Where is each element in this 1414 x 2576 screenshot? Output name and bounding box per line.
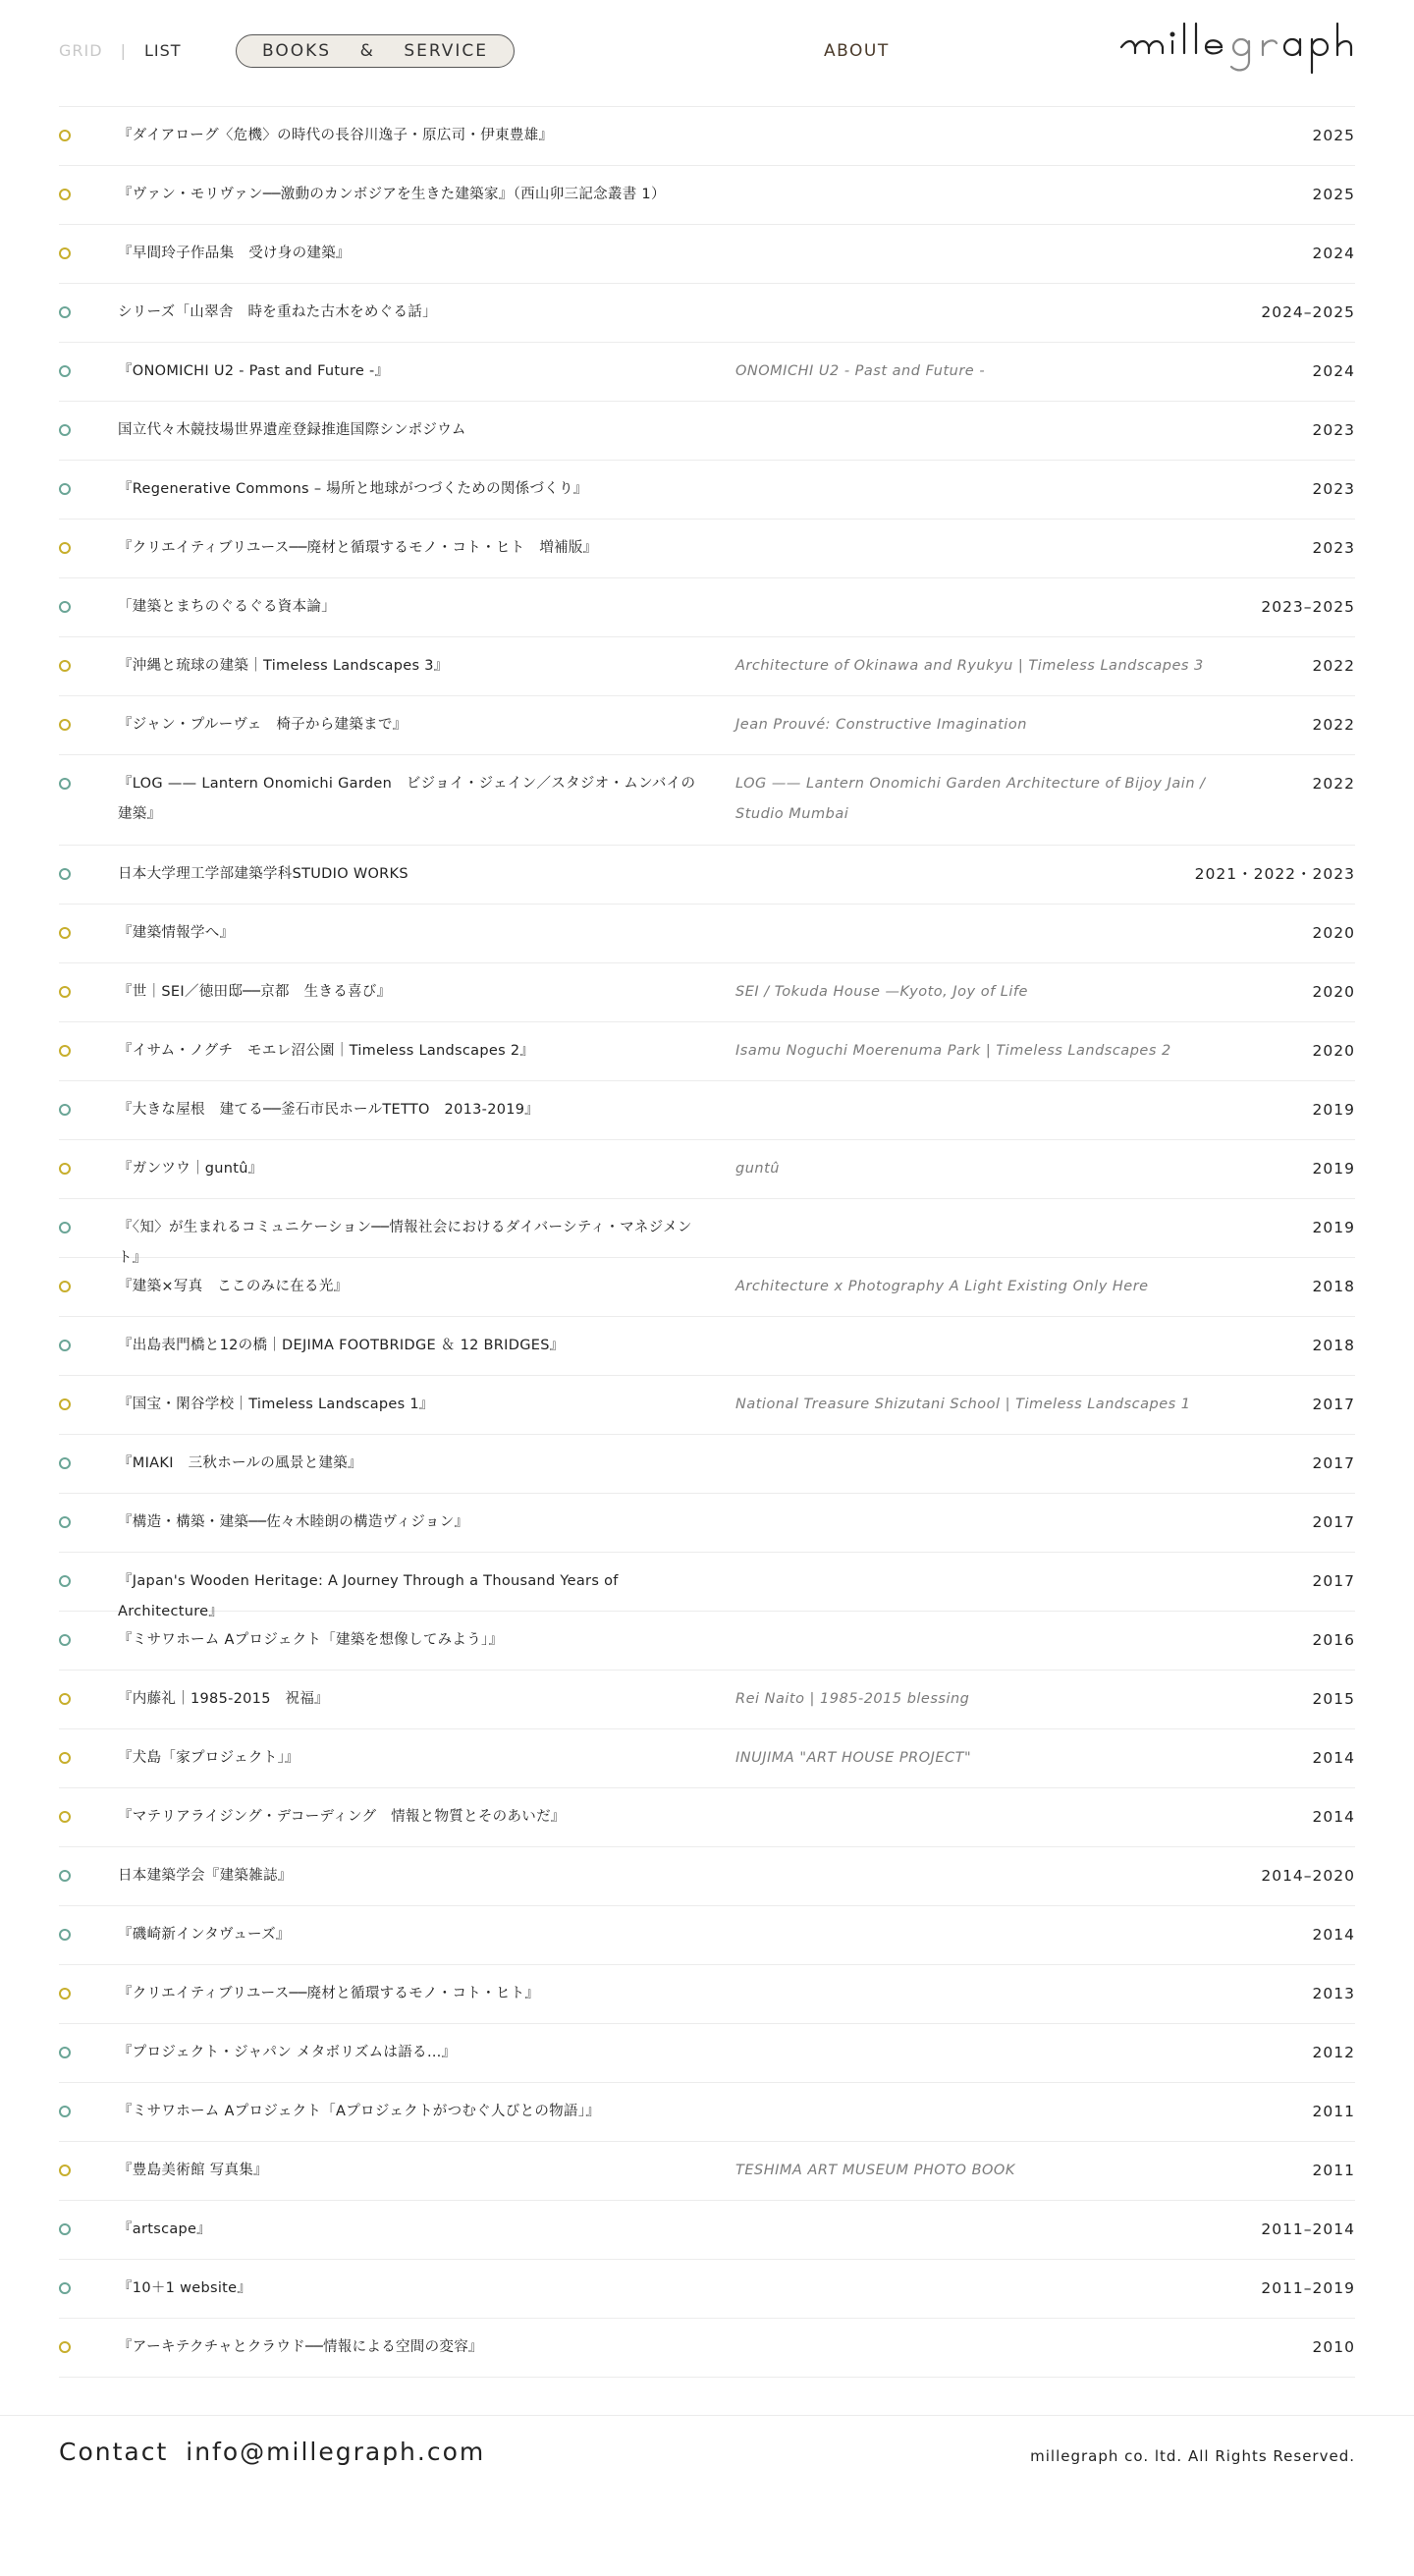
item-title[interactable]: 日本建築学会『建築雑誌』 xyxy=(118,1868,293,1884)
view-toggle xyxy=(59,41,182,60)
category-dot-icon xyxy=(59,1398,71,1410)
contact-block xyxy=(59,2438,485,2466)
list-item[interactable] xyxy=(59,2319,1355,2378)
item-year: 2015 xyxy=(1312,1690,1355,1708)
item-year: 2011–2019 xyxy=(1261,2279,1355,2297)
item-title[interactable]: 「建築とまちのぐるぐる資本論」 xyxy=(118,599,336,615)
view-list-button[interactable]: LIST xyxy=(143,41,182,60)
list-item[interactable] xyxy=(59,284,1355,343)
category-dot-icon xyxy=(59,1516,71,1528)
item-title[interactable]: 国立代々木競技場世界遺産登録推進国際シンポジウム xyxy=(118,422,466,438)
copyright-text: millegraph co. ltd. All Rights Reserved. xyxy=(1030,2447,1355,2465)
item-year: 2014 xyxy=(1312,1749,1355,1767)
list-item[interactable] xyxy=(59,1258,1355,1317)
item-year: 2022 xyxy=(1312,657,1355,675)
item-title[interactable]: 日本大学理工学部建築学科STUDIO WORKS xyxy=(118,866,408,882)
list-item[interactable] xyxy=(59,1376,1355,1435)
item-year: 2021・2022・2023 xyxy=(1194,865,1355,883)
item-title[interactable]: 『磯崎新インタヴューズ』 xyxy=(118,1927,291,1943)
item-title[interactable]: 『ONOMICHI U2 - Past and Future -』 xyxy=(118,363,390,379)
category-dot-icon xyxy=(59,247,71,259)
item-year: 2024 xyxy=(1312,245,1355,262)
item-title[interactable]: 『10＋1 website』 xyxy=(118,2280,252,2296)
item-title[interactable]: 『MIAKI 三秋ホールの風景と建築』 xyxy=(118,1455,362,1471)
item-year: 2023 xyxy=(1312,480,1355,498)
item-title[interactable]: 『ヴァン・モリヴァン──激動のカンボジアを生きた建築家』（西山卯三記念叢書 1） xyxy=(118,187,666,202)
item-title[interactable]: 『クリエイティブリユース──廃材と循環するモノ・コト・ヒト 増補版』 xyxy=(118,540,598,556)
category-dot-icon xyxy=(59,1163,71,1175)
item-year: 2014 xyxy=(1312,1926,1355,1944)
item-title[interactable]: 『Japan's Wooden Heritage: A Journey Through a Thousand Years of Architecture』 xyxy=(118,1573,619,1619)
item-year: 2025 xyxy=(1312,127,1355,144)
category-dot-icon xyxy=(59,1693,71,1705)
category-dot-icon xyxy=(59,424,71,436)
list-item[interactable] xyxy=(59,1140,1355,1199)
item-subtitle: Jean Prouvé: Constructive Imagination xyxy=(735,717,1027,733)
item-title[interactable]: 『プロジェクト・ジャパン メタボリズムは語る…』 xyxy=(118,2045,457,2060)
item-title[interactable]: 『構造・構築・建築──佐々木睦朗の構造ヴィジョン』 xyxy=(118,1514,469,1530)
item-title[interactable]: 『〈知〉が生まれるコミュニケーション──情報社会におけるダイバーシティ・マネジメント』 xyxy=(118,1220,692,1266)
contact-email-link[interactable]: info@millegraph.com xyxy=(186,2438,486,2466)
list-item[interactable] xyxy=(59,2201,1355,2260)
list-item[interactable] xyxy=(59,1788,1355,1847)
list-item[interactable] xyxy=(59,846,1355,904)
list-item[interactable] xyxy=(59,1906,1355,1965)
item-title[interactable]: 『世｜SEI／徳田邸──京都 生きる喜び』 xyxy=(118,984,392,1000)
item-year: 2020 xyxy=(1312,983,1355,1001)
item-subtitle: SEI / Tokuda House —Kyoto, Joy of Life xyxy=(735,984,1028,1000)
list-item[interactable] xyxy=(59,578,1355,637)
category-dot-icon xyxy=(59,986,71,998)
view-grid-button[interactable]: GRID xyxy=(59,41,103,60)
item-year: 2020 xyxy=(1312,924,1355,942)
item-title[interactable]: 『豊島美術館 写真集』 xyxy=(118,2163,268,2178)
item-year: 2012 xyxy=(1312,2044,1355,2061)
list-item[interactable] xyxy=(59,1317,1355,1376)
item-title[interactable]: 『内藤礼｜1985-2015 祝福』 xyxy=(118,1691,329,1707)
list-item[interactable] xyxy=(59,402,1355,461)
item-year: 2019 xyxy=(1312,1101,1355,1119)
item-year: 2011 xyxy=(1312,2103,1355,2120)
category-dot-icon xyxy=(59,2047,71,2058)
site-footer xyxy=(0,2415,1414,2498)
category-dot-icon xyxy=(59,1870,71,1882)
item-title[interactable]: 『建築×写真 ここのみに在る光』 xyxy=(118,1279,349,1294)
item-year: 2025 xyxy=(1312,186,1355,203)
category-dot-icon xyxy=(59,868,71,880)
item-title[interactable]: 『国宝・閑谷学校｜Timeless Landscapes 1』 xyxy=(118,1397,434,1412)
item-title[interactable]: 『クリエイティブリユース──廃材と循環するモノ・コト・ヒト』 xyxy=(118,1986,540,2001)
category-dot-icon xyxy=(59,542,71,554)
item-year: 2013 xyxy=(1312,1985,1355,2002)
list-item[interactable] xyxy=(59,1494,1355,1553)
list-item[interactable] xyxy=(59,107,1355,166)
list-item[interactable] xyxy=(59,904,1355,963)
item-year: 2019 xyxy=(1312,1219,1355,1236)
item-year: 2011–2014 xyxy=(1261,2220,1355,2238)
list-item[interactable] xyxy=(59,225,1355,284)
category-dot-icon xyxy=(59,1752,71,1764)
item-subtitle: Architecture x Photography A Light Existing Only Here xyxy=(735,1279,1149,1294)
list-item[interactable] xyxy=(59,1729,1355,1788)
category-dot-icon xyxy=(59,2223,71,2235)
list-item[interactable] xyxy=(59,1435,1355,1494)
list-item[interactable] xyxy=(59,1022,1355,1081)
item-year: 2017 xyxy=(1312,1454,1355,1472)
item-subtitle: Architecture of Okinawa and Ryukyu | Timeless Landscapes 3 xyxy=(735,658,1204,674)
item-year: 2018 xyxy=(1312,1278,1355,1295)
list-item[interactable] xyxy=(59,1081,1355,1140)
view-separator: | xyxy=(120,41,127,60)
category-dot-icon xyxy=(59,1988,71,2000)
category-dot-icon xyxy=(59,483,71,495)
item-year: 2022 xyxy=(1312,716,1355,734)
category-dot-icon xyxy=(59,660,71,672)
category-dot-icon xyxy=(59,189,71,200)
works-list xyxy=(59,107,1355,2378)
category-dot-icon xyxy=(59,927,71,939)
category-dot-icon xyxy=(59,1281,71,1292)
item-subtitle: ONOMICHI U2 - Past and Future - xyxy=(735,363,986,379)
list-item[interactable] xyxy=(59,1199,1355,1266)
list-item[interactable] xyxy=(59,1965,1355,2024)
list-item[interactable] xyxy=(59,2260,1355,2319)
list-item[interactable] xyxy=(59,1612,1355,1671)
category-dot-icon xyxy=(59,1929,71,1941)
item-title[interactable]: 『犬島「家プロジェクト」』 xyxy=(118,1750,299,1766)
item-subtitle: TESHIMA ART MUSEUM PHOTO BOOK xyxy=(735,2163,1015,2178)
category-dot-icon xyxy=(59,601,71,613)
item-subtitle: LOG —— Lantern Onomichi Garden Architecture of Bijoy Jain / Studio Mumbai xyxy=(735,776,1206,822)
books-service-nav[interactable] xyxy=(236,34,515,68)
category-dot-icon xyxy=(59,1457,71,1469)
category-dot-icon xyxy=(59,2106,71,2117)
nav-about[interactable]: ABOUT xyxy=(824,41,890,61)
category-dot-icon xyxy=(59,778,71,790)
site-header xyxy=(59,0,1355,107)
item-year: 2023 xyxy=(1312,421,1355,439)
item-subtitle: guntû xyxy=(735,1161,780,1177)
list-item[interactable] xyxy=(59,2142,1355,2201)
item-year: 2022 xyxy=(1312,775,1355,793)
item-year: 2023–2025 xyxy=(1261,598,1355,616)
item-title[interactable]: 『Regenerative Commons – 場所と地球がつづくための関係づくり』 xyxy=(118,481,588,497)
item-year: 2014–2020 xyxy=(1261,1867,1355,1885)
category-dot-icon xyxy=(59,719,71,731)
item-year: 2024–2025 xyxy=(1261,303,1355,321)
item-title[interactable]: 『artscape』 xyxy=(118,2221,212,2237)
item-title[interactable]: 『イサム・ノグチ モエレ沼公園｜Timeless Landscapes 2』 xyxy=(118,1043,535,1059)
item-title[interactable]: 『沖縄と琉球の建築｜Timeless Landscapes 3』 xyxy=(118,658,449,674)
list-item[interactable] xyxy=(59,637,1355,696)
item-title[interactable]: 『LOG —— Lantern Onomichi Garden ビジョイ・ジェイン／スタジオ・ムンバイの建築』 xyxy=(118,776,696,822)
category-dot-icon xyxy=(59,1045,71,1057)
item-year: 2024 xyxy=(1312,362,1355,380)
category-dot-icon xyxy=(59,365,71,377)
item-year: 2017 xyxy=(1312,1572,1355,1590)
list-item[interactable] xyxy=(59,696,1355,755)
category-dot-icon xyxy=(59,1104,71,1116)
category-dot-icon xyxy=(59,1634,71,1646)
category-dot-icon xyxy=(59,1811,71,1823)
list-item[interactable] xyxy=(59,1671,1355,1729)
item-year: 2020 xyxy=(1312,1042,1355,1060)
nav-books[interactable]: BOOKS xyxy=(262,41,332,61)
category-dot-icon xyxy=(59,1222,71,1233)
item-title[interactable]: 『ミサワホーム Aプロジェクト「Aプロジェクトがつむぐ人びとの物語」』 xyxy=(118,2104,601,2119)
item-year: 2011 xyxy=(1312,2162,1355,2179)
list-item[interactable] xyxy=(59,963,1355,1022)
item-title[interactable]: 『ミサワホーム Aプロジェクト「建築を想像してみよう」』 xyxy=(118,1632,504,1648)
list-item[interactable] xyxy=(59,461,1355,520)
item-year: 2019 xyxy=(1312,1160,1355,1178)
item-title[interactable]: 『マテリアライジング・デコーディング 情報と物質とそのあいだ』 xyxy=(118,1809,566,1825)
nav-ampersand: & xyxy=(359,41,375,61)
item-subtitle: Isamu Noguchi Moerenuma Park | Timeless Landscapes 2 xyxy=(735,1043,1171,1059)
contact-label: Contact xyxy=(59,2438,169,2466)
category-dot-icon xyxy=(59,2341,71,2353)
list-item[interactable] xyxy=(59,166,1355,225)
item-subtitle: National Treasure Shizutani School | Timeless Landscapes 1 xyxy=(735,1397,1191,1412)
item-year: 2018 xyxy=(1312,1337,1355,1354)
item-subtitle: Rei Naito | 1985-2015 blessing xyxy=(735,1691,970,1707)
item-title[interactable]: 『アーキテクチャとクラウド──情報による空間の変容』 xyxy=(118,2339,483,2355)
category-dot-icon xyxy=(59,2165,71,2176)
item-year: 2023 xyxy=(1312,539,1355,557)
item-year: 2014 xyxy=(1312,1808,1355,1826)
list-item[interactable] xyxy=(59,1553,1355,1619)
list-item[interactable] xyxy=(59,755,1355,846)
item-title[interactable]: シリーズ「山翠舎 時を重ねた古木をめぐる話」 xyxy=(118,304,437,320)
category-dot-icon xyxy=(59,1575,71,1587)
list-item[interactable] xyxy=(59,2083,1355,2142)
list-item[interactable] xyxy=(59,520,1355,578)
category-dot-icon xyxy=(59,130,71,141)
category-dot-icon xyxy=(59,2282,71,2294)
item-title[interactable]: 『ダイアローグ〈危機〉の時代の長谷川逸子・原広司・伊東豊雄』 xyxy=(118,128,554,143)
millegraph-logo[interactable] xyxy=(1119,18,1355,86)
item-title[interactable]: 『ジャン・プルーヴェ 椅子から建築まで』 xyxy=(118,717,408,733)
item-subtitle: INUJIMA "ART HOUSE PROJECT" xyxy=(735,1750,972,1766)
category-dot-icon xyxy=(59,1340,71,1351)
item-year: 2017 xyxy=(1312,1513,1355,1531)
item-title[interactable]: 『早間玲子作品集 受け身の建築』 xyxy=(118,246,351,261)
item-title[interactable]: 『大きな屋根 建てる──釜石市民ホールTETTO 2013-2019』 xyxy=(118,1102,540,1118)
item-year: 2010 xyxy=(1312,2338,1355,2356)
item-title[interactable]: 『出島表門橋と12の橋｜DEJIMA FOOTBRIDGE ＆ 12 BRIDGES』 xyxy=(118,1338,565,1353)
item-title[interactable]: 『ガンツウ｜guntû』 xyxy=(118,1161,263,1177)
item-title[interactable]: 『建築情報学へ』 xyxy=(118,925,235,941)
category-dot-icon xyxy=(59,306,71,318)
nav-service[interactable]: SERVICE xyxy=(404,41,488,61)
list-item[interactable] xyxy=(59,2024,1355,2083)
item-year: 2016 xyxy=(1312,1631,1355,1649)
list-item[interactable] xyxy=(59,343,1355,402)
list-item[interactable] xyxy=(59,1847,1355,1906)
item-year: 2017 xyxy=(1312,1396,1355,1413)
